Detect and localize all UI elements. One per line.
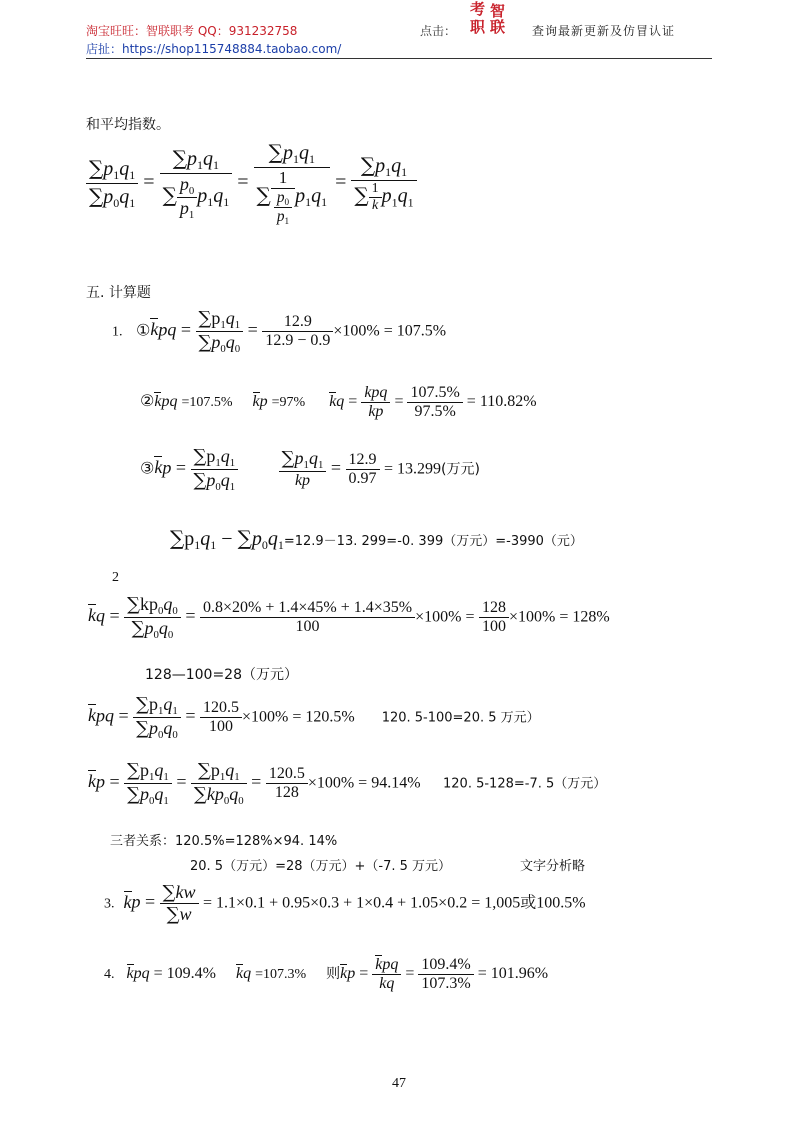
q2-relation-3: 文字分析略 [520, 859, 586, 874]
brand-logo[interactable]: 考 智 职 联 [470, 0, 506, 36]
q2-relation-1: 三者关系：120.5%=128%×94. 14% [110, 834, 338, 849]
q1-formula-4: $\sum p_1q_1 - \sum p_0q_1=12.9-13$. 299=-0. 399（万元）=-3990（元） [170, 526, 583, 553]
section-title: 五. 计算题 [86, 285, 151, 301]
header-rule [86, 58, 712, 59]
intro-text: 和平均指数。 [86, 117, 170, 133]
shop-link[interactable]: 店扯：https://shop115748884.taobao.com/ [86, 42, 342, 56]
identity-formula: $\frac{\sum p_1q_1}{\sum p_0q_1}$ = $\sum p_1q_1$ ∑ $\frac{p_0}{p_1}$ $p_1q_1$ = $\sum p_1q_1$ ∑ $\frac{1}{\frac{p_0}{p_1}}$ $p_1q_1$ = $\sum p_1q_1$ ∑ $\frac{1}{k}$ $p_1q_1$ [86, 140, 417, 227]
q1-formula-3: ③kp = $\frac{\sum p_1q_1}{\sum p_0q_1}$ $\frac{\sum p_1q_1}{kp}$ = $\frac{12.9}{0.97}$ = 13.299(万元) [140, 446, 480, 493]
q1-formula-2: ②kpq =107.5% kp =97% kq = $\frac{\text{kpq}}{kp}$ = $\frac{107.5\%}{97.5\%}$ = 110.82% [140, 384, 537, 420]
q2-relation-2: 20. 5（万元）=28（万元）+（-7. 5 万元） [190, 859, 452, 874]
q2-formula-1: kq = $\frac{\sum kp_0q_0}{\sum p_0q_0}$ = $\frac{0.8\times 20\% + 1.4\times 45\% + 1.4\times 35\%}{100}$ ×100% = $\frac{128}{100}$ ×100% = 128% [88, 594, 610, 641]
q2-line-2: 128—100=28（万元） [145, 667, 298, 683]
click-label: 点击： [420, 24, 457, 38]
q2-label: 2 [112, 570, 119, 585]
q2-formula-3: kp = $\frac{\sum p_1q_1}{\sum p_0q_1}$ = $\frac{\sum p_1q_1}{\sum kp_0q_0}$ = $\frac{120.5}{128}$ ×100% = 94.14% 120. 5-128=-7. 5（万元） [88, 760, 607, 807]
q1-formula-1: 1. ①kpq = $\frac{\sum p_1q_1}{\sum p_0q_0}$ = $\frac{12.9}{12.9 - 0.9}$ ×100% = 107.5% [112, 308, 447, 355]
verify-link[interactable]: 查询最新更新及仿冒认证 [532, 24, 676, 38]
shop-contact: 淘宝旺旺：智联职考 QQ：931232758 [86, 24, 298, 38]
q3-formula: 3. kp = $\frac{\sum kw}{\sum w}$ = 1.1×0.1 + 0.95×0.3 + 1×0.4 + 1.05×0.2 = 1,005或100.5% [104, 882, 586, 925]
page-number: 47 [392, 1076, 406, 1091]
q2-formula-2: kpq = $\frac{\sum p_1q_1}{\sum p_0q_0}$ = $\frac{120.5}{100}$ ×100% = 120.5% 120. 5-100=20. 5 万元） [88, 694, 540, 741]
q4-formula: 4. kpq = 109.4% kq =107.3% 则kp = $\frac{\text{kpq}}{kq}$ = $\frac{109.4\%}{107.3\%}$ = 101.96% [104, 956, 549, 992]
